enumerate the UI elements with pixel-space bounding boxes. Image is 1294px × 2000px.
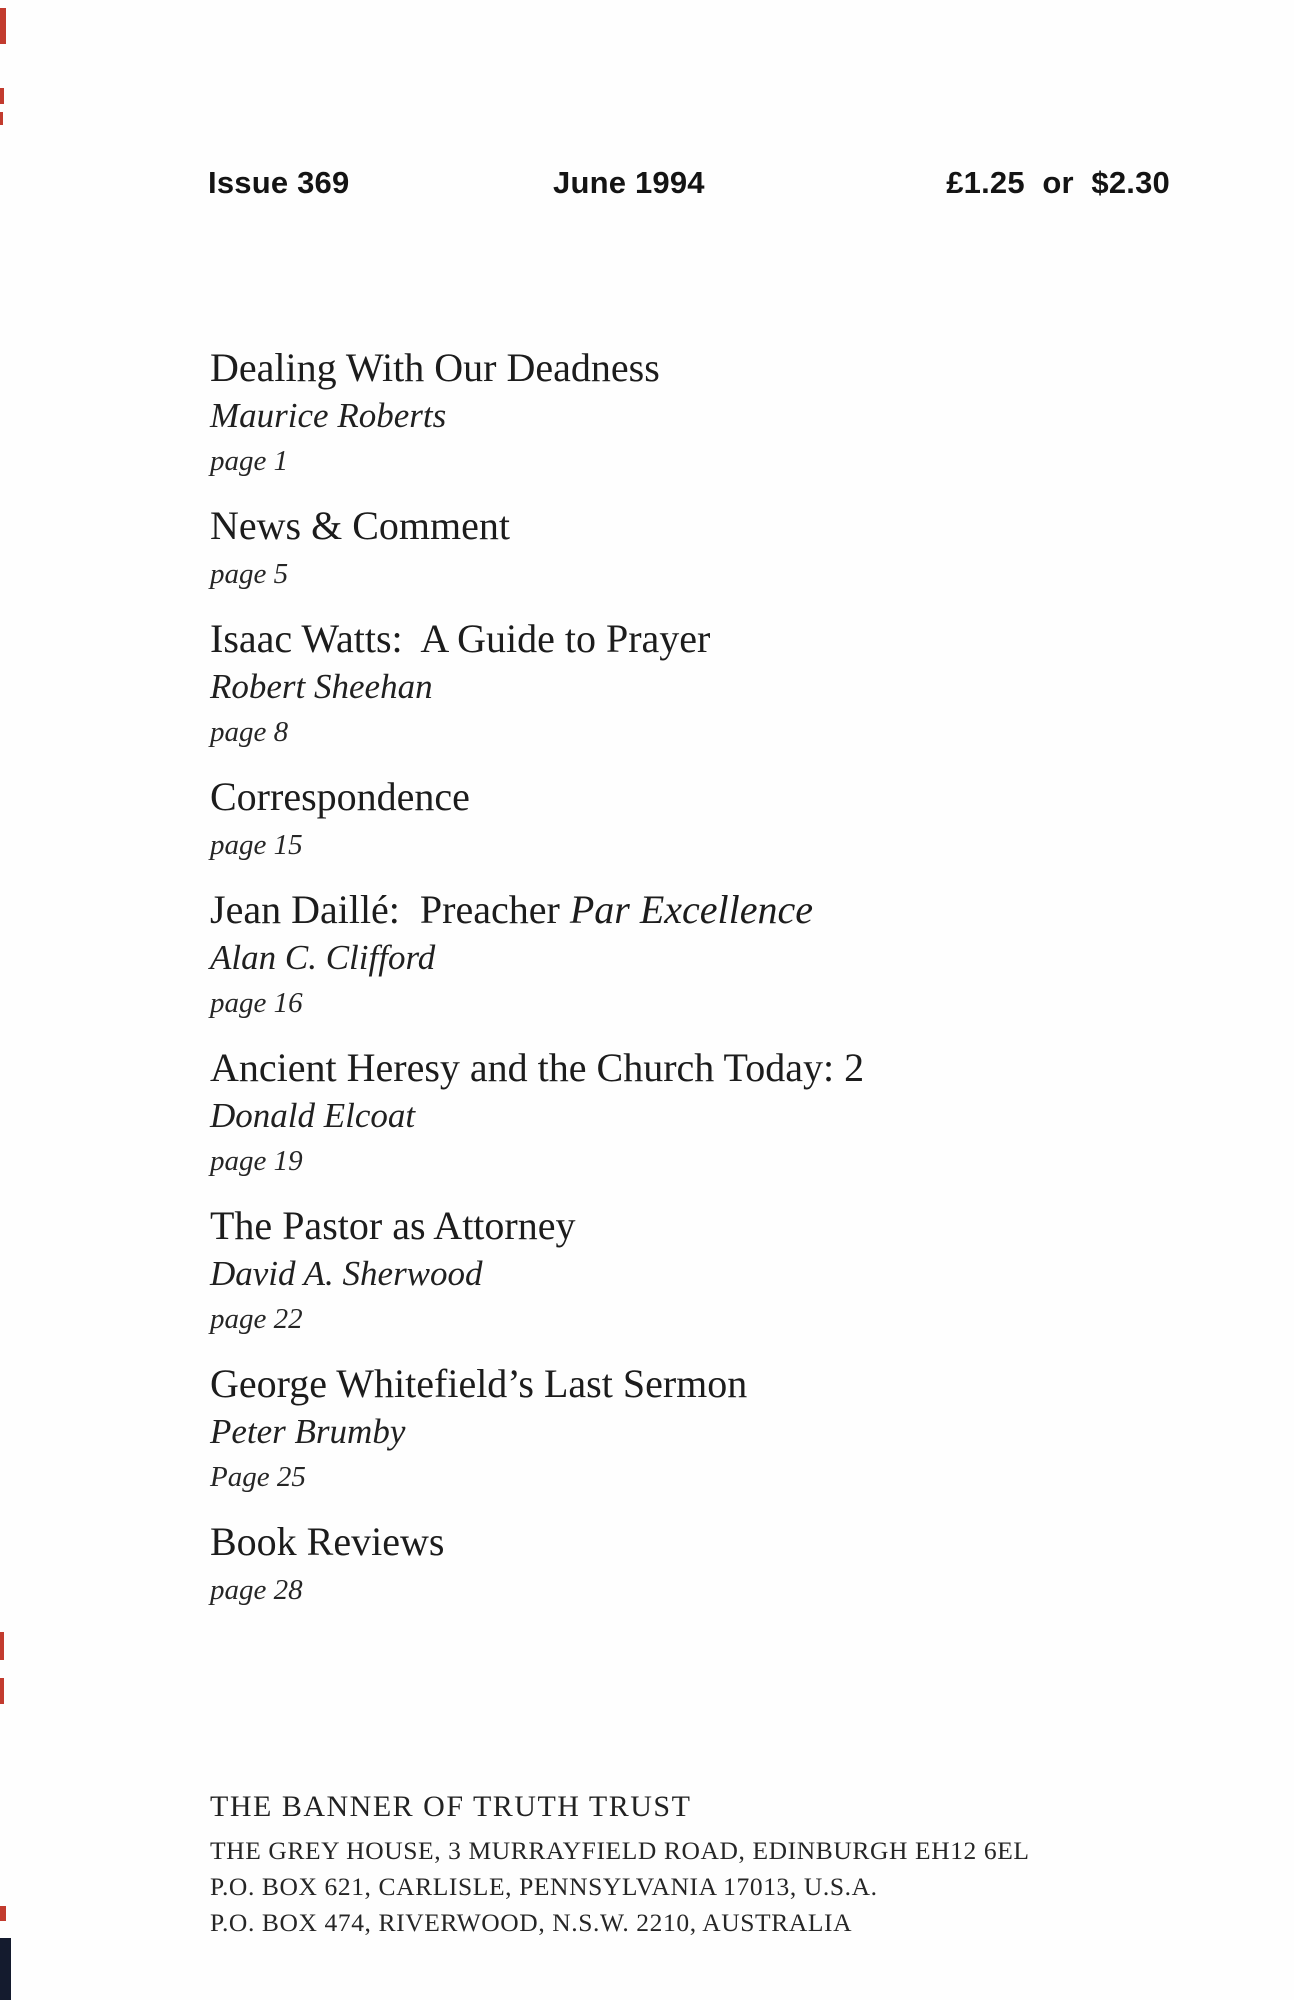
scan-artifact-red xyxy=(0,8,6,44)
scan-artifact-red xyxy=(0,1678,4,1704)
toc-entry xyxy=(210,1203,1160,1335)
article-page: page 1 xyxy=(210,445,289,477)
toc-entry xyxy=(210,503,1160,590)
scan-artifact-red xyxy=(0,1906,6,1921)
article-author: David A. Sherwood xyxy=(210,1254,483,1293)
toc-entry xyxy=(210,1045,1160,1177)
article-page: page 19 xyxy=(210,1145,303,1177)
publisher-block xyxy=(210,1790,1210,1941)
address-line-australia: P.O. BOX 474, RIVERWOOD, N.S.W. 2210, AUSTRALIA xyxy=(210,1908,853,1937)
address-line-usa: P.O. BOX 621, CARLISLE, PENNSYLVANIA 17013, U.S.A. xyxy=(210,1872,878,1901)
table-of-contents xyxy=(210,345,1160,1635)
article-page: page 5 xyxy=(210,558,289,590)
article-title-italic: Par Excellence xyxy=(569,887,814,932)
article-title: Isaac Watts: A Guide to Prayer xyxy=(210,616,711,661)
article-author: Alan C. Clifford xyxy=(210,938,436,977)
issue-number: Issue 369 xyxy=(208,165,350,200)
scan-artifact-red xyxy=(0,88,4,104)
article-title: Dealing With Our Deadness xyxy=(210,345,660,390)
issue-price: £1.25 or $2.30 xyxy=(946,165,1170,200)
toc-entry xyxy=(210,1361,1160,1493)
article-author: Maurice Roberts xyxy=(210,396,447,435)
toc-entry xyxy=(210,1519,1160,1606)
article-author: Donald Elcoat xyxy=(210,1096,416,1135)
article-page: page 15 xyxy=(210,829,303,861)
article-title: News & Comment xyxy=(210,503,510,548)
address-line-edinburgh: THE GREY HOUSE, 3 MURRAYFIELD ROAD, EDINBURGH EH12 6EL xyxy=(210,1836,1030,1865)
article-title: George Whitefield’s Last Sermon xyxy=(210,1361,748,1406)
article-title: The Pastor as Attorney xyxy=(210,1203,576,1248)
article-title xyxy=(210,887,1160,932)
article-page: page 22 xyxy=(210,1303,303,1335)
article-title: Correspondence xyxy=(210,774,470,819)
scan-artifact-red xyxy=(0,112,3,125)
issue-date: June 1994 xyxy=(553,165,705,200)
article-title: Book Reviews xyxy=(210,1519,445,1564)
publisher-name: THE BANNER OF TRUTH TRUST xyxy=(210,1790,692,1823)
article-author: Peter Brumby xyxy=(210,1412,406,1451)
article-author: Robert Sheehan xyxy=(210,667,433,706)
toc-entry xyxy=(210,345,1160,477)
toc-entry xyxy=(210,616,1160,748)
toc-entry xyxy=(210,774,1160,861)
article-title-roman: Jean Daillé: Preacher xyxy=(210,887,570,932)
scan-artifact-navy xyxy=(0,1938,11,2000)
article-page: Page 25 xyxy=(210,1461,306,1493)
article-page: page 28 xyxy=(210,1574,303,1606)
article-title: Ancient Heresy and the Church Today: 2 xyxy=(210,1045,865,1090)
article-page: page 8 xyxy=(210,716,289,748)
scan-artifact-red xyxy=(0,1632,4,1660)
article-page: page 16 xyxy=(210,987,303,1019)
toc-entry xyxy=(210,887,1160,1019)
